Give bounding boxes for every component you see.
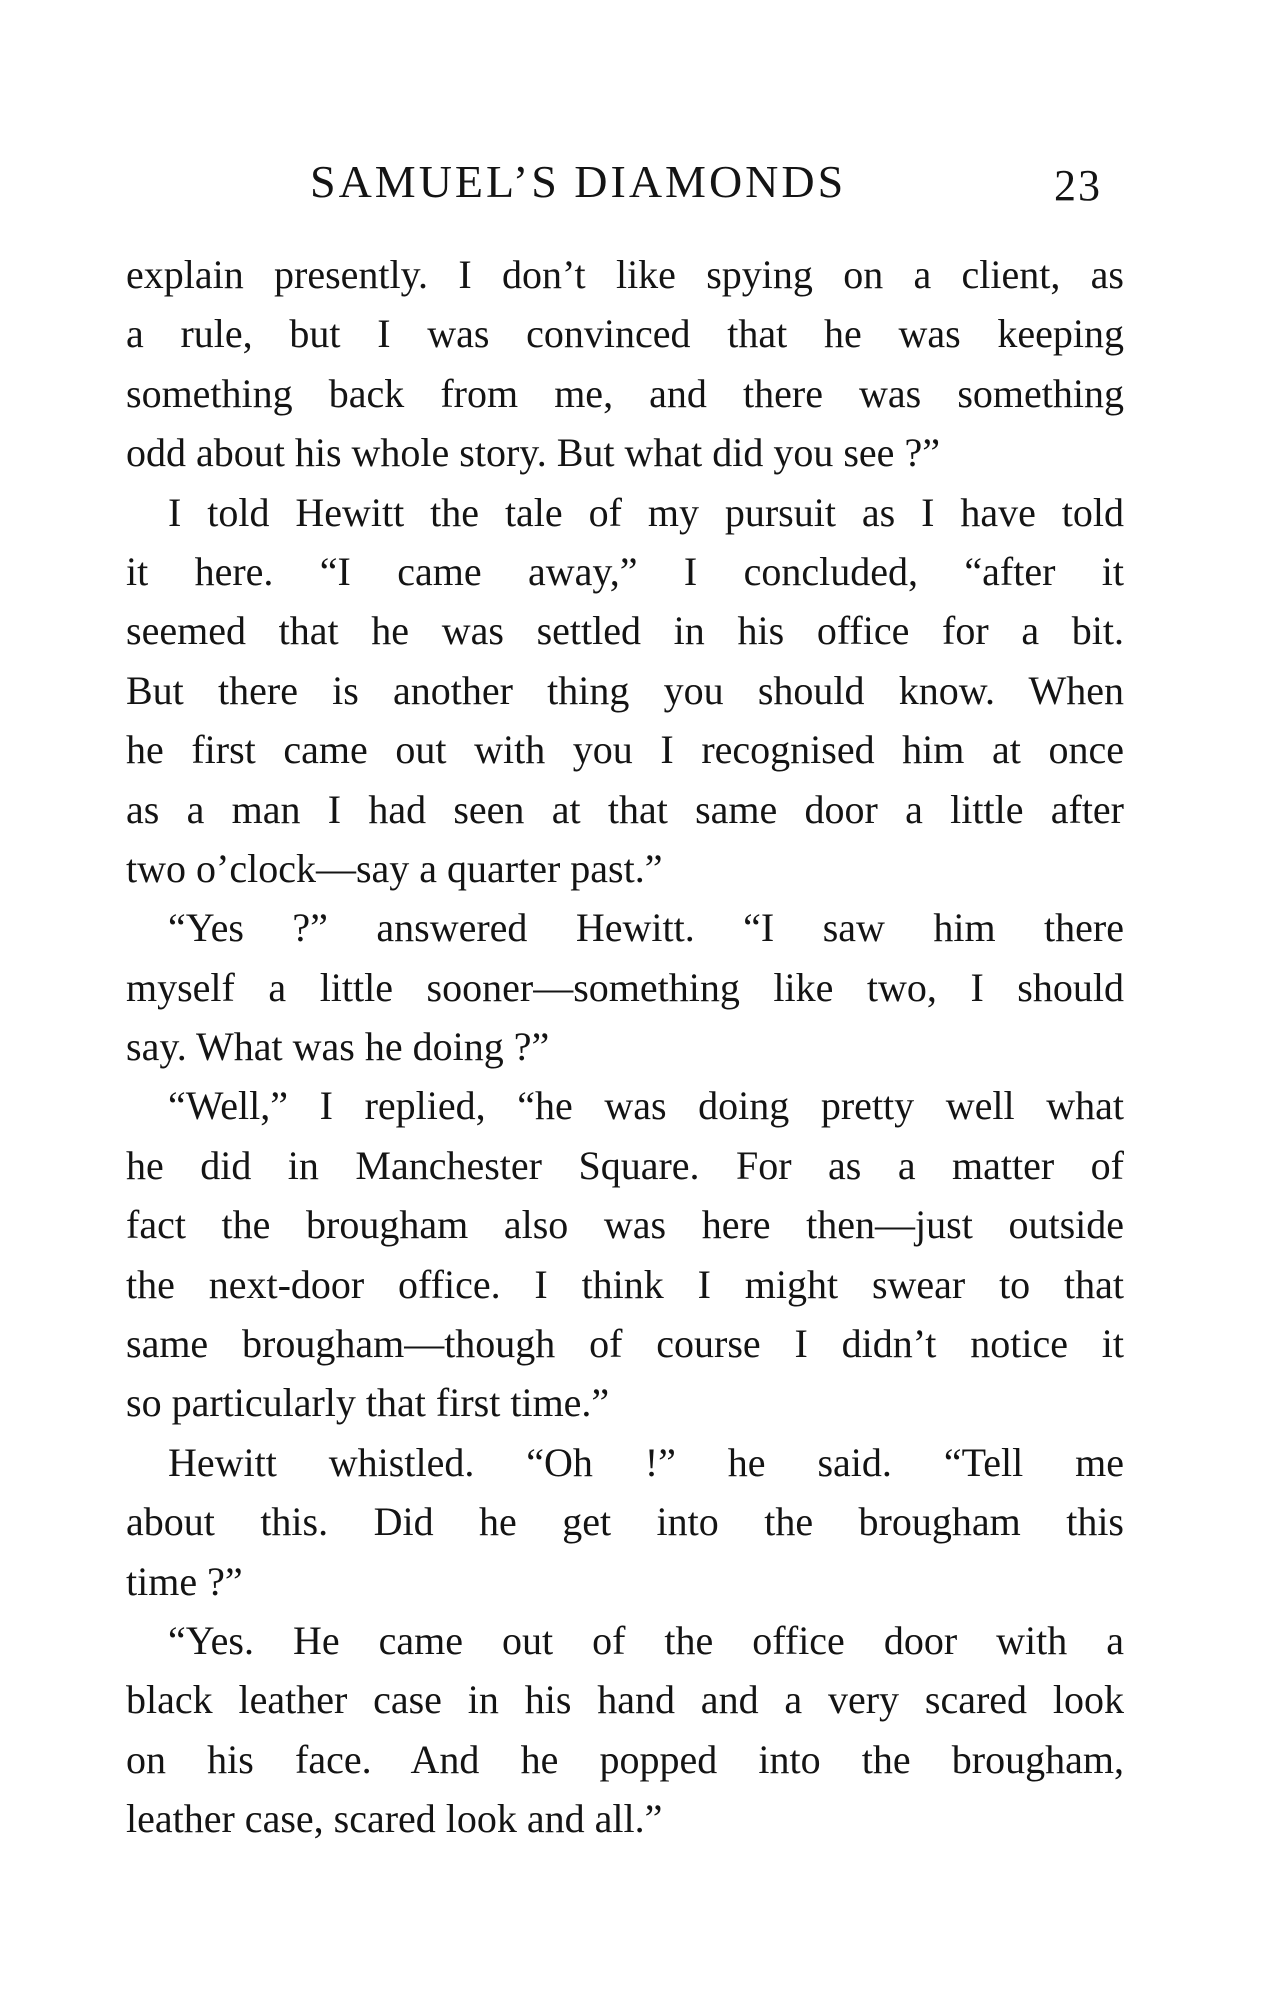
text-line: a rule, but I was convinced that he was keeping <box>126 311 1124 357</box>
paragraph <box>126 245 1124 483</box>
text-line: myself a little sooner—something like two, I should <box>126 964 1124 1010</box>
text-line: the next-door office. I think I might swear to that <box>126 1261 1124 1307</box>
text-line: Hewitt whistled. “Oh !” he said. “Tell me <box>168 1439 1124 1485</box>
text-line: “Yes ?” answered Hewitt. “I saw him there <box>168 905 1124 951</box>
text-line: But there is another thing you should know. When <box>126 667 1124 713</box>
text-line: fact the brougham also was here then—just outside <box>126 1202 1124 1248</box>
paragraph <box>126 898 1124 1076</box>
text-line: seemed that he was settled in his office for a bit. <box>126 608 1124 654</box>
running-head <box>0 152 1273 212</box>
text-line: odd about his whole story. But what did you see ?” <box>126 430 940 476</box>
text-line: same brougham—though of course I didn’t notice it <box>126 1321 1124 1367</box>
text-line: as a man I had seen at that same door a little after <box>126 786 1124 832</box>
text-line: two o’clock—say a quarter past.” <box>126 845 663 891</box>
text-line: it here. “I came away,” I concluded, “after it <box>126 548 1124 594</box>
text-line: something back from me, and there was something <box>126 370 1124 416</box>
text-line: he did in Manchester Square. For as a matter of <box>126 1142 1124 1188</box>
page-number: 23 <box>1054 161 1102 210</box>
text-line: so particularly that first time.” <box>126 1380 610 1426</box>
text-line: about this. Did he get into the brougham this <box>126 1499 1124 1545</box>
paragraph <box>126 1611 1124 1849</box>
running-title: SAMUEL’S DIAMONDS <box>310 156 847 207</box>
text-line: say. What was he doing ?” <box>126 1024 550 1070</box>
paragraph <box>126 1433 1124 1611</box>
text-line: explain presently. I don’t like spying on a client, as <box>126 252 1124 297</box>
text-line: black leather case in his hand and a very scared look <box>126 1677 1124 1723</box>
paragraph <box>126 1076 1124 1432</box>
text-line: he first came out with you I recognised him at once <box>126 727 1124 773</box>
text-line: leather case, scared look and all.” <box>126 1796 663 1842</box>
text-line: I told Hewitt the tale of my pursuit as I have told <box>168 489 1124 535</box>
text-line: “Yes. He came out of the office door with a <box>168 1617 1124 1663</box>
text-line: on his face. And he popped into the brougham, <box>126 1736 1124 1782</box>
paragraph <box>126 483 1124 899</box>
text-line: “Well,” I replied, “he was doing pretty well what <box>168 1083 1124 1129</box>
text-line: time ?” <box>126 1558 243 1604</box>
body-text <box>126 245 1124 1849</box>
